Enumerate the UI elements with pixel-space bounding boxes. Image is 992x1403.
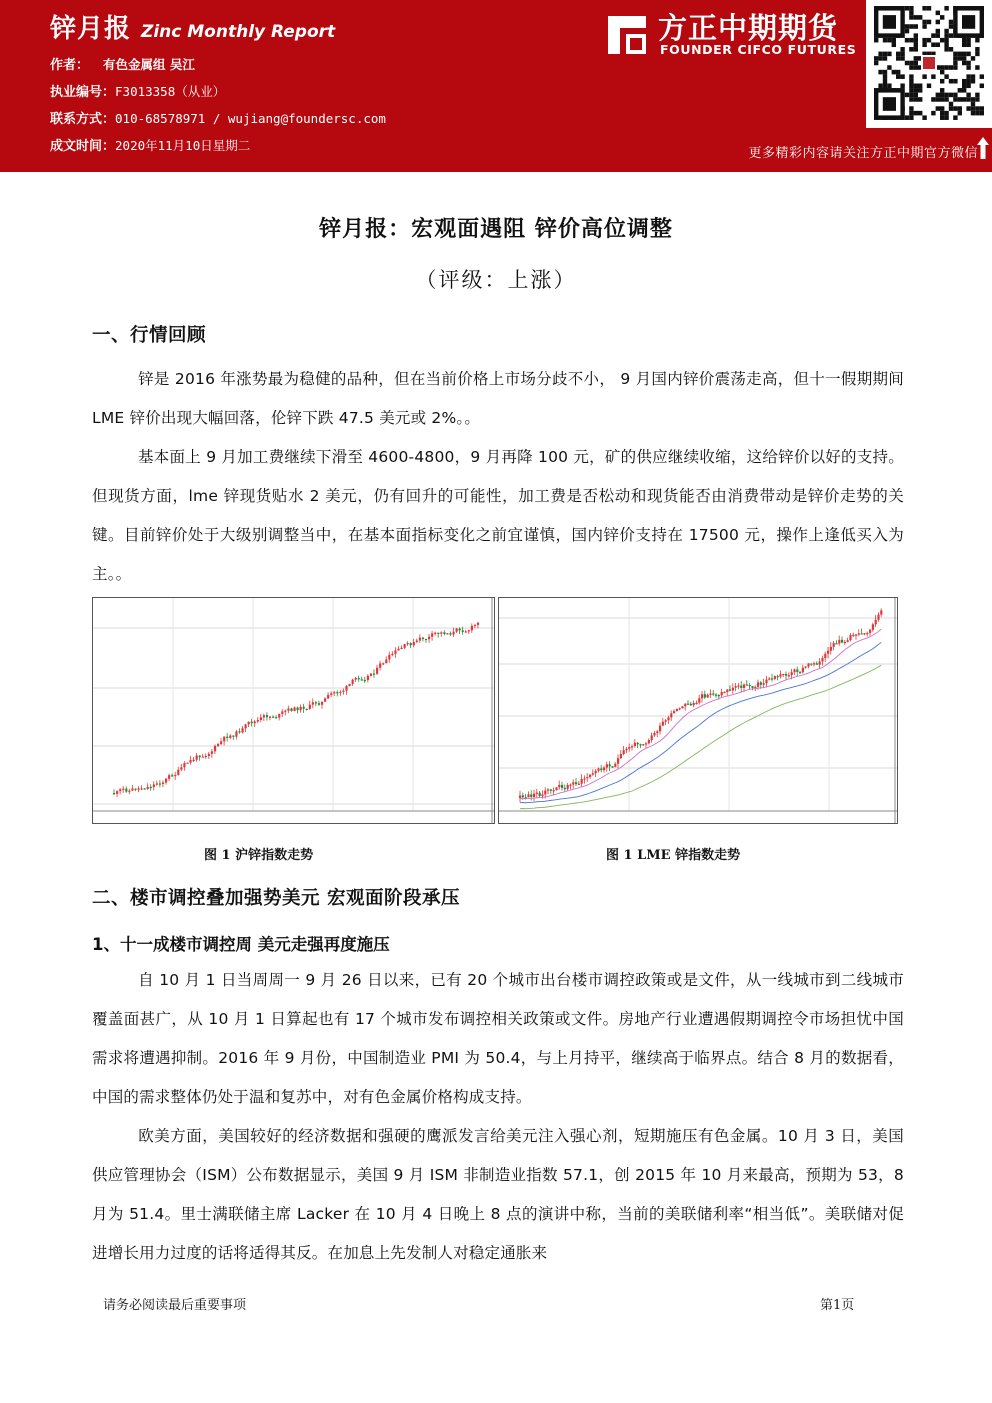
candle-body bbox=[468, 630, 470, 631]
candle-body bbox=[248, 722, 250, 725]
shfe-zinc-candles bbox=[93, 598, 494, 823]
candle-body bbox=[324, 698, 326, 701]
candle-body bbox=[134, 789, 136, 790]
candle-body bbox=[768, 678, 770, 679]
candle-body bbox=[208, 754, 210, 756]
moving-average-line bbox=[520, 665, 881, 809]
section1-paragraph-1 bbox=[92, 360, 904, 438]
candle-body bbox=[875, 620, 877, 625]
candle-body bbox=[572, 782, 574, 784]
candle-body bbox=[459, 629, 461, 631]
candle-body bbox=[315, 702, 317, 703]
candle-body bbox=[388, 655, 390, 660]
candle-body bbox=[229, 736, 231, 738]
candle-body bbox=[637, 743, 639, 744]
candle-body bbox=[345, 686, 347, 691]
license-value: F3013358（从业） bbox=[115, 84, 226, 99]
candle-body bbox=[687, 704, 689, 705]
candle-body bbox=[539, 793, 541, 796]
candle-body bbox=[113, 793, 115, 794]
candle-body bbox=[788, 675, 790, 676]
candle-body bbox=[771, 678, 773, 679]
candle-body bbox=[656, 731, 658, 733]
candle-body bbox=[743, 684, 745, 687]
candle-body bbox=[449, 633, 451, 634]
candle-body bbox=[266, 715, 268, 717]
candle-body bbox=[306, 709, 308, 710]
author-value: 有色金属组 吴江 bbox=[103, 57, 195, 72]
candle-body bbox=[782, 674, 784, 675]
candle-body bbox=[211, 751, 213, 753]
candle-body bbox=[721, 692, 723, 695]
candle-body bbox=[147, 787, 149, 789]
candle-body bbox=[581, 779, 583, 784]
candle-body bbox=[177, 770, 179, 775]
candle-body bbox=[223, 737, 225, 742]
candle-body bbox=[410, 643, 412, 645]
candle-body bbox=[519, 795, 521, 798]
candle-body bbox=[541, 794, 543, 796]
candle-body bbox=[735, 686, 737, 687]
candle-body bbox=[171, 775, 173, 776]
candle-body bbox=[260, 717, 262, 720]
candle-body bbox=[639, 744, 641, 745]
candle-body bbox=[141, 788, 143, 789]
report-header bbox=[0, 0, 992, 172]
candle-body bbox=[827, 651, 829, 654]
candle-body bbox=[796, 669, 798, 671]
candle-body bbox=[567, 785, 569, 789]
candle-body bbox=[269, 717, 271, 718]
candle-body bbox=[667, 717, 669, 720]
candle-body bbox=[634, 743, 636, 746]
candle-body bbox=[583, 778, 585, 779]
candle-body bbox=[729, 690, 731, 691]
candle-body bbox=[428, 637, 430, 639]
figure1-caption: 图 1 沪锌指数走势 bbox=[204, 848, 314, 863]
candle-body bbox=[824, 654, 826, 658]
candle-body bbox=[849, 635, 851, 640]
candle-body bbox=[474, 625, 476, 626]
candle-body bbox=[407, 643, 409, 644]
candle-body bbox=[297, 707, 299, 710]
candle-body bbox=[665, 720, 667, 722]
candle-body bbox=[777, 676, 779, 677]
section1-p1-text: 锌是 2016 年涨势最为稳健的品种，但在当前价格上市场分歧不小， 9 月国内锌价震荡走高，但十一假期期间 LME 锌价出现大幅回落，伦锌下跌 47.5 美元或 2%。。 bbox=[92, 370, 904, 427]
candle-body bbox=[245, 724, 247, 728]
candle-body bbox=[394, 650, 396, 653]
candle-body bbox=[802, 668, 804, 672]
candle-body bbox=[880, 610, 882, 614]
candle-body bbox=[813, 663, 815, 664]
candle-body bbox=[425, 639, 427, 640]
candle-body bbox=[153, 784, 155, 787]
candle-body bbox=[872, 624, 874, 629]
candle-body bbox=[352, 680, 354, 684]
candle-body bbox=[254, 722, 256, 724]
candle-body bbox=[651, 735, 653, 740]
section2-heading: 二、楼市调控叠加强势美元 宏观面阶段承压 bbox=[92, 888, 460, 909]
candle-body bbox=[144, 788, 146, 789]
candle-body bbox=[199, 756, 201, 758]
report-title: 锌月报：宏观面遇阻 锌价高位调整 bbox=[319, 217, 673, 242]
candle-body bbox=[327, 695, 329, 699]
candle-body bbox=[162, 783, 164, 784]
candle-body bbox=[765, 680, 767, 684]
report-meta bbox=[50, 52, 386, 160]
candle-body bbox=[821, 658, 823, 661]
candle-body bbox=[385, 659, 387, 663]
candle-body bbox=[869, 630, 871, 633]
candle-body bbox=[119, 789, 121, 791]
candle-body bbox=[186, 763, 188, 764]
candle-body bbox=[431, 633, 433, 636]
candle-body bbox=[530, 794, 532, 797]
candle-body bbox=[569, 785, 571, 786]
candle-body bbox=[321, 702, 323, 705]
candle-body bbox=[866, 633, 868, 634]
candle-body bbox=[293, 707, 295, 711]
candle-body bbox=[527, 794, 529, 797]
candle-body bbox=[737, 685, 739, 686]
candle-body bbox=[128, 791, 130, 792]
candle-body bbox=[659, 726, 661, 732]
candle-body bbox=[382, 663, 384, 664]
candle-body bbox=[238, 731, 240, 732]
company-logo bbox=[604, 8, 860, 62]
candle-body bbox=[355, 678, 357, 680]
candle-body bbox=[547, 789, 549, 790]
candle-body bbox=[443, 632, 445, 634]
candle-body bbox=[226, 737, 228, 738]
author-label: 作者： bbox=[50, 58, 90, 73]
license-label: 执业编号： bbox=[50, 85, 116, 100]
candle-body bbox=[300, 707, 302, 710]
candle-body bbox=[416, 641, 418, 642]
candle-body bbox=[863, 633, 865, 634]
footer-disclaimer: 请务必阅读最后重要事项 bbox=[103, 1298, 247, 1313]
candle-body bbox=[690, 704, 692, 706]
candle-body bbox=[707, 695, 709, 698]
candle-body bbox=[732, 688, 734, 691]
candle-body bbox=[564, 788, 566, 789]
candle-body bbox=[751, 686, 753, 688]
candle-body bbox=[156, 783, 158, 784]
candle-body bbox=[116, 791, 118, 794]
candle-body bbox=[137, 788, 139, 789]
contact-label: 联系方式： bbox=[50, 112, 116, 127]
candle-body bbox=[536, 793, 538, 794]
candle-body bbox=[791, 672, 793, 675]
candle-body bbox=[847, 640, 849, 642]
candle-body bbox=[835, 643, 837, 644]
candle-body bbox=[676, 709, 678, 711]
section2-paragraph-2 bbox=[92, 1117, 904, 1273]
candle-body bbox=[701, 694, 703, 698]
candle-body bbox=[858, 633, 860, 634]
section2-paragraph-1 bbox=[92, 961, 904, 1117]
candle-body bbox=[456, 629, 458, 632]
candle-body bbox=[348, 684, 350, 686]
candle-body bbox=[578, 784, 580, 785]
section1-paragraph-2 bbox=[92, 438, 904, 594]
candle-body bbox=[122, 789, 124, 790]
candle-body bbox=[174, 775, 176, 776]
brand-en: Zinc Monthly Report bbox=[141, 22, 336, 42]
candle-body bbox=[684, 704, 686, 707]
candle-body bbox=[816, 663, 818, 664]
candle-body bbox=[805, 667, 807, 668]
candle-body bbox=[413, 642, 415, 645]
candle-body bbox=[150, 787, 152, 788]
candle-body bbox=[760, 682, 762, 684]
section2-p2-text: 欧美方面，美国较好的经济数据和强硬的鹰派发言给美元注入强心剂，短期施压有色金属。10 月 3 日，美国供应管理协会（ISM）公布数据显示，美国 9 月 ISM 非制造业指数 57.1，创 2015 年 10 月来最高，预期为 53，8 月为 51.4。里士满联储主席 Lacker 在 10 月 4 日晚上 8 点的演讲中称，当前的美联储利率“相当低”。美联储对促进增长用力过度的话将适得其反。在加息上先发制人对稳定通胀来 bbox=[92, 1127, 904, 1262]
candle-body bbox=[330, 693, 332, 695]
candle-body bbox=[251, 722, 253, 723]
candle-body bbox=[726, 690, 728, 692]
candle-body bbox=[877, 615, 879, 620]
moving-average-line bbox=[520, 642, 881, 802]
candle-body bbox=[462, 630, 464, 631]
report-rating: （评级：上涨） bbox=[415, 268, 577, 292]
candle-body bbox=[272, 717, 274, 718]
candle-body bbox=[799, 672, 801, 673]
candle-body bbox=[653, 733, 655, 735]
candle-body bbox=[597, 769, 599, 771]
candle-body bbox=[477, 623, 479, 625]
candle-body bbox=[339, 692, 341, 693]
page-number: 第1页 bbox=[820, 1298, 855, 1313]
candle-body bbox=[434, 633, 436, 634]
candle-body bbox=[465, 631, 467, 632]
candle-body bbox=[695, 703, 697, 704]
candle-body bbox=[361, 679, 363, 680]
candle-body bbox=[525, 797, 527, 798]
date-value: 2020年11月10日星期二 bbox=[115, 138, 251, 153]
logo-cn: 方正中期期货 bbox=[658, 11, 839, 45]
candle-body bbox=[257, 720, 259, 722]
candle-body bbox=[810, 663, 812, 664]
candle-body bbox=[592, 773, 594, 774]
lme-zinc-candles bbox=[499, 598, 897, 823]
candle-body bbox=[620, 754, 622, 758]
candle-body bbox=[391, 654, 393, 655]
qr-code[interactable] bbox=[866, 0, 992, 128]
candle-body bbox=[533, 794, 535, 797]
candle-body bbox=[318, 703, 320, 705]
candle-body bbox=[364, 680, 366, 681]
lme-zinc-chart bbox=[498, 597, 898, 824]
candle-body bbox=[757, 682, 759, 686]
candle-body bbox=[561, 785, 563, 788]
candle-body bbox=[553, 790, 555, 791]
candle-body bbox=[623, 750, 625, 754]
candle-body bbox=[397, 649, 399, 651]
section1-p2-text: 基本面上 9 月加工费继续下滑至 4600-4800，9 月再降 100 元，矿的供应继续收缩，这给锌价以好的支持。但现货方面，lme 锌现货贴水 2 美元，仍有回升的可能性，加工费是否松动和现货能否由消费带动是锌价走势的关键。目前锌价处于大级别调整当中，在基本面指标变化之前宜谨慎，国内锌价支持在 17500 元，操作上逢低买入为主。。 bbox=[92, 448, 904, 583]
date-label: 成文时间： bbox=[50, 139, 116, 154]
candle-body bbox=[861, 633, 863, 634]
candle-body bbox=[404, 644, 406, 648]
candle-body bbox=[645, 743, 647, 744]
candle-body bbox=[841, 640, 843, 643]
candle-body bbox=[715, 695, 717, 696]
candle-body bbox=[603, 767, 605, 770]
candle-body bbox=[275, 717, 277, 718]
candle-body bbox=[217, 744, 219, 746]
candle-body bbox=[193, 760, 195, 761]
logo-mark-icon bbox=[604, 12, 650, 58]
candle-body bbox=[575, 782, 577, 784]
candle-body bbox=[785, 674, 787, 676]
candle-body bbox=[774, 676, 776, 679]
candle-body bbox=[131, 789, 133, 791]
candle-body bbox=[220, 741, 222, 744]
candle-body bbox=[522, 795, 524, 797]
follow-text: 更多精彩内容请关注方正中期官方微信 bbox=[748, 146, 978, 161]
candle-body bbox=[740, 685, 742, 687]
candle-body bbox=[232, 736, 234, 737]
candle-body bbox=[284, 711, 286, 712]
candle-body bbox=[844, 642, 846, 643]
candle-body bbox=[437, 633, 439, 634]
candle-body bbox=[446, 633, 448, 634]
candle-body bbox=[589, 775, 591, 777]
section2-subheading-1: 1、十一成楼市调控周 美元走强再度施压 bbox=[92, 935, 390, 954]
candle-body bbox=[235, 731, 237, 736]
candle-body bbox=[625, 749, 627, 750]
candle-body bbox=[709, 693, 711, 694]
candle-body bbox=[379, 663, 381, 667]
moving-average-line bbox=[520, 629, 881, 799]
candle-body bbox=[312, 702, 314, 704]
arrow-up-icon bbox=[976, 136, 990, 160]
candle-body bbox=[712, 693, 714, 694]
candle-body bbox=[704, 694, 706, 697]
candle-body bbox=[793, 669, 795, 672]
candle-body bbox=[196, 756, 198, 760]
candle-body bbox=[214, 746, 216, 751]
candle-body bbox=[648, 740, 650, 743]
candle-body bbox=[419, 638, 421, 641]
candle-body bbox=[165, 779, 167, 783]
candle-body bbox=[336, 692, 338, 693]
candle-body bbox=[400, 648, 402, 649]
candle-body bbox=[723, 692, 725, 693]
candle-body bbox=[763, 683, 765, 685]
candle-body bbox=[852, 635, 854, 636]
candle-body bbox=[125, 789, 127, 792]
candle-body bbox=[342, 691, 344, 692]
candle-body bbox=[309, 705, 311, 709]
candle-body bbox=[159, 783, 161, 784]
candle-body bbox=[606, 764, 608, 767]
candle-body bbox=[749, 685, 751, 686]
candle-body bbox=[670, 713, 672, 717]
candle-body bbox=[440, 632, 442, 633]
brand bbox=[50, 8, 335, 45]
candle-body bbox=[241, 728, 243, 732]
candle-body bbox=[746, 684, 748, 685]
candle-body bbox=[779, 674, 781, 676]
candle-body bbox=[611, 766, 613, 767]
candle-body bbox=[202, 757, 204, 758]
candle-body bbox=[555, 787, 557, 790]
brand-cn: 锌月报 bbox=[50, 14, 132, 44]
section1-heading: 一、行情回顾 bbox=[92, 325, 207, 346]
candle-body bbox=[609, 764, 611, 766]
candle-body bbox=[205, 756, 207, 757]
figure2-caption: 图 1 LME 锌指数走势 bbox=[606, 848, 741, 863]
shfe-zinc-chart bbox=[92, 597, 495, 824]
candle-body bbox=[718, 695, 720, 696]
candle-body bbox=[586, 777, 588, 778]
candle-body bbox=[830, 647, 832, 651]
candle-body bbox=[833, 643, 835, 647]
candle-body bbox=[819, 661, 821, 664]
qr-code-icon bbox=[874, 6, 984, 120]
candle-body bbox=[180, 767, 182, 769]
candle-body bbox=[471, 626, 473, 630]
candle-body bbox=[807, 663, 809, 666]
candle-body bbox=[662, 722, 664, 726]
candle-body bbox=[358, 678, 360, 679]
candle-body bbox=[373, 673, 375, 674]
candle-body bbox=[278, 714, 280, 718]
candle-body bbox=[333, 692, 335, 693]
candle-body bbox=[290, 708, 292, 711]
candle-body bbox=[642, 744, 644, 745]
candle-body bbox=[544, 791, 546, 795]
candle-body bbox=[303, 707, 305, 709]
candle-body bbox=[679, 708, 681, 709]
candle-body bbox=[595, 771, 597, 773]
candle-body bbox=[754, 687, 756, 688]
candle-body bbox=[628, 747, 630, 749]
candle-body bbox=[452, 632, 454, 635]
candle-body bbox=[698, 698, 700, 703]
candle-body bbox=[558, 785, 560, 787]
candle-body bbox=[281, 711, 283, 713]
candle-body bbox=[855, 635, 857, 636]
candle-body bbox=[614, 764, 616, 767]
candle-body bbox=[367, 676, 369, 680]
candle-body bbox=[617, 758, 619, 764]
candle-body bbox=[287, 708, 289, 710]
candle-body bbox=[673, 711, 675, 713]
candle-body bbox=[376, 668, 378, 674]
candle-body bbox=[263, 715, 265, 717]
candle-body bbox=[183, 763, 185, 767]
candle-body bbox=[693, 703, 695, 705]
candle-body bbox=[631, 746, 633, 747]
section2-p1-text: 自 10 月 1 日当周周一 9 月 26 日以来，已有 20 个城市出台楼市调控政策或是文件，从一线城市到二线城市覆盖面甚广，从 10 月 1 日算起也有 17 个城市发布调控相关政策或文件。房地产行业遭遇假期调控令市场担忧中国需求将遭遇抑制。2016 年 9 月份，中国制造业 PMI 为 50.4，与上月持平，继续高于临界点。结合 8 月的数据看，中国的需求整体仍处于温和复苏中，对有色金属价格构成支持。 bbox=[92, 971, 904, 1106]
logo-en: FOUNDER CIFCO FUTURES bbox=[660, 42, 857, 57]
candle-body bbox=[370, 673, 372, 675]
candle-body bbox=[681, 706, 683, 708]
candle-body bbox=[189, 760, 191, 763]
candle-body bbox=[838, 640, 840, 644]
candle-body bbox=[600, 769, 602, 771]
candle-body bbox=[422, 638, 424, 639]
candle-body bbox=[550, 789, 552, 790]
contact-value: 010-68578971 / wujiang@foundersc.com bbox=[115, 111, 386, 126]
candle-body bbox=[168, 775, 170, 779]
qr-center-logo bbox=[923, 57, 935, 69]
